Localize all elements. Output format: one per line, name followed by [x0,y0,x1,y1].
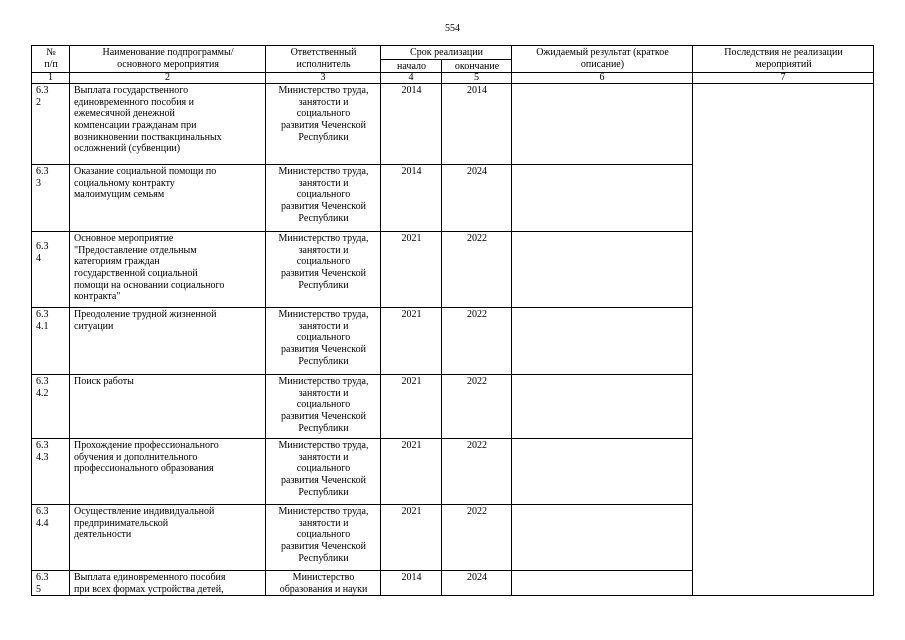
row-executor: Министерство труда, занятости и социального развития Чеченской Республики [266,165,381,232]
row-end-year: 2022 [442,375,512,439]
column-numbers-row [32,73,874,84]
row-number: 6.3 4 [32,232,70,308]
header-end: окончание [442,59,512,73]
row-expected-result [512,505,693,571]
row-measure-name: Основное мероприятие "Предоставление отдельным категориям граждан государственной социальной помощи на основании социального контракта" [70,232,266,308]
row-measure-name: Преодоление трудной жизненной ситуации [70,308,266,375]
row-measure-name: Прохождение профессионального обучения и дополнительного профессионального образования [70,439,266,505]
column-number: 6 [512,73,693,84]
row-measure-name: Выплата единовременного пособия при всех формах устройства детей, [70,571,266,596]
row-start-year: 2014 [381,571,442,596]
consequences-cell [693,84,874,596]
row-expected-result [512,571,693,596]
row-number: 6.3 4.3 [32,439,70,505]
row-measure-name: Поиск работы [70,375,266,439]
row-measure-name: Оказание социальной помощи по социальному контракту малоимущим семьям [70,165,266,232]
page-number: 554 [445,23,460,34]
row-number: 6.3 2 [32,84,70,165]
row-measure-name: Осуществление индивидуальной предпринимательской деятельности [70,505,266,571]
row-number: 6.3 4.1 [32,308,70,375]
row-measure-name: Выплата государственного единовременного пособия и ежемесячной денежной компенсации гражданам при возникновении поствакцинальных осложнений (субвенции) [70,84,266,165]
row-start-year: 2021 [381,308,442,375]
row-executor: Министерство образования и науки [266,571,381,596]
row-executor: Министерство труда, занятости и социального развития Чеченской Республики [266,505,381,571]
header-name: Наименование подпрограммы/ основного мероприятия [70,46,266,73]
row-executor: Министерство труда, занятости и социального развития Чеченской Республики [266,439,381,505]
header-term: Срок реализации [381,46,512,60]
row-start-year: 2021 [381,505,442,571]
header-num: № п/п [32,46,70,73]
row-end-year: 2022 [442,232,512,308]
row-end-year: 2014 [442,84,512,165]
header-consequences: Последствия не реализации мероприятий [693,46,874,73]
column-number: 2 [70,73,266,84]
header-start: начало [381,59,442,73]
row-expected-result [512,84,693,165]
row-number: 6.3 3 [32,165,70,232]
row-executor: Министерство труда, занятости и социального развития Чеченской Республики [266,375,381,439]
column-number: 7 [693,73,874,84]
row-end-year: 2022 [442,439,512,505]
row-expected-result [512,308,693,375]
column-number: 1 [32,73,70,84]
row-number: 6.3 4.2 [32,375,70,439]
row-number: 6.3 5 [32,571,70,596]
row-end-year: 2024 [442,571,512,596]
row-start-year: 2021 [381,232,442,308]
row-executor: Министерство труда, занятости и социального развития Чеченской Республики [266,84,381,165]
row-start-year: 2014 [381,84,442,165]
row-start-year: 2021 [381,375,442,439]
row-expected-result [512,232,693,308]
row-executor: Министерство труда, занятости и социального развития Чеченской Республики [266,308,381,375]
row-end-year: 2022 [442,308,512,375]
row-expected-result [512,375,693,439]
table-row [32,84,874,165]
program-measures-table [31,45,874,596]
row-start-year: 2014 [381,165,442,232]
row-number: 6.3 4.4 [32,505,70,571]
row-end-year: 2022 [442,505,512,571]
row-start-year: 2021 [381,439,442,505]
header-row [32,46,874,60]
column-number: 4 [381,73,442,84]
row-executor: Министерство труда, занятости и социального развития Чеченской Республики [266,232,381,308]
column-number: 5 [442,73,512,84]
row-expected-result [512,165,693,232]
column-number: 3 [266,73,381,84]
row-expected-result [512,439,693,505]
row-end-year: 2024 [442,165,512,232]
header-executor: Ответственный исполнитель [266,46,381,73]
header-result: Ожидаемый результат (краткое описание) [512,46,693,73]
